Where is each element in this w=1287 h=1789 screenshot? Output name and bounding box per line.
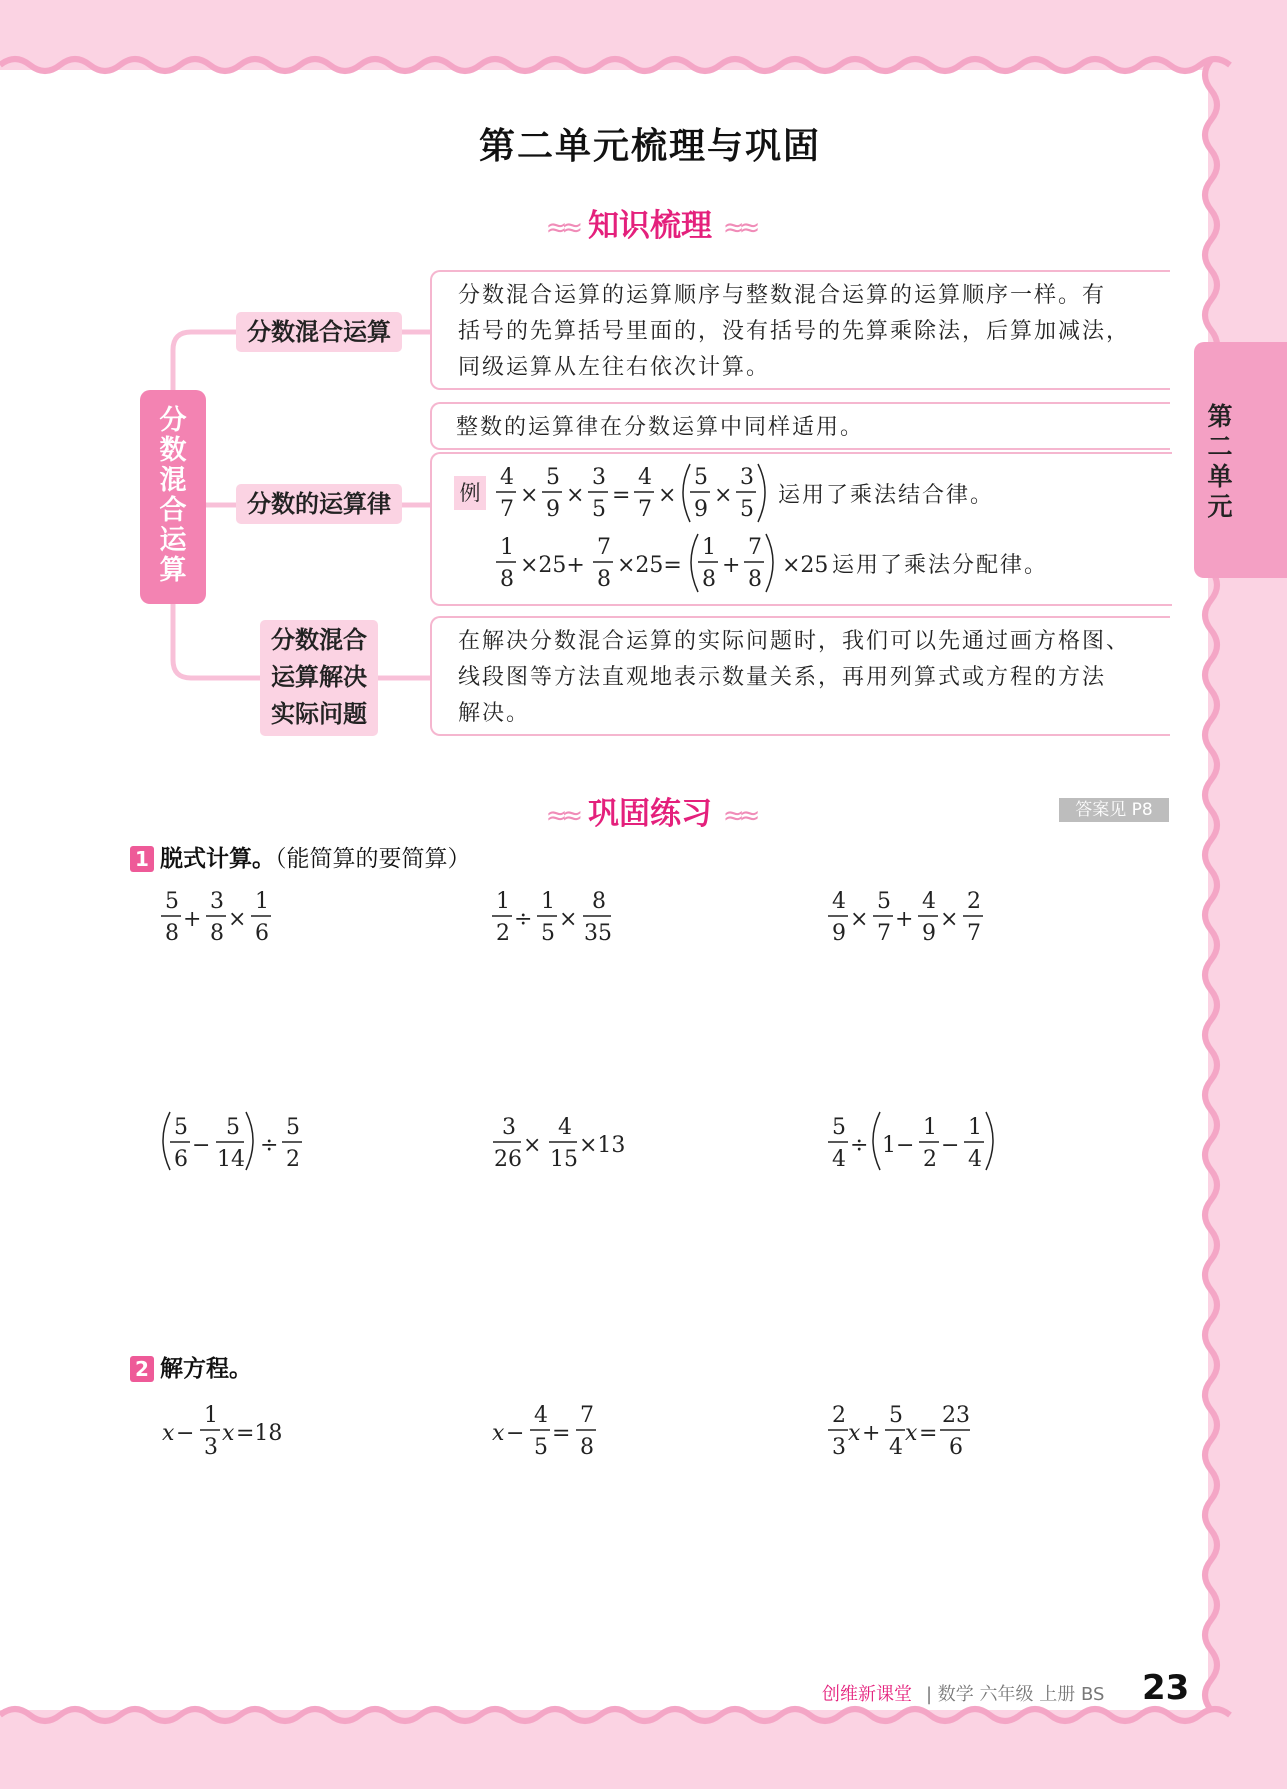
svg-text:×25=: ×25= [617, 553, 682, 578]
svg-text:4: 4 [500, 465, 514, 490]
svg-text:6: 6 [949, 1435, 963, 1460]
svg-text:7: 7 [748, 535, 762, 560]
branch-operation-laws: 分数的运算律 [236, 484, 402, 524]
svg-text:5: 5 [889, 1403, 903, 1428]
svg-text:1: 1 [923, 1115, 937, 1140]
svg-text:−: − [506, 1421, 525, 1446]
question-title: 解方程。 [160, 1356, 252, 1382]
svg-text:×: × [658, 483, 677, 508]
svg-text:2: 2 [286, 1147, 300, 1172]
svg-text:4: 4 [638, 465, 652, 490]
svg-text:x: x [162, 1421, 175, 1446]
page-footer [820, 1668, 1190, 1708]
svg-text:5: 5 [174, 1115, 188, 1140]
section-title-knowledge: 知识梳理 [588, 208, 712, 244]
svg-text:+: + [895, 907, 914, 932]
svg-text:4: 4 [534, 1403, 548, 1428]
section-title-practice: 巩固练习 [588, 796, 712, 832]
svg-text:4: 4 [832, 889, 846, 914]
svg-text:3: 3 [502, 1115, 516, 1140]
content-box-practical: 在解决分数混合运算的实际问题时，我们可以先通过画方格图、 线段图等方法直观地表示数量关系，再用列算式或方程的方法 解决。 [430, 616, 1170, 736]
svg-text:2: 2 [967, 889, 981, 914]
svg-text:x: x [848, 1421, 861, 1446]
svg-text:4: 4 [832, 1147, 846, 1172]
svg-text:1: 1 [204, 1403, 218, 1428]
problem-1-5 [493, 1115, 625, 1172]
svg-text:5: 5 [541, 921, 555, 946]
section-header-knowledge: ≈≈ 知识梳理 ≈≈ [545, 208, 755, 244]
svg-text:×: × [566, 483, 585, 508]
svg-text:7: 7 [597, 535, 611, 560]
question-title: 脱式计算。 [160, 846, 275, 872]
svg-text:4: 4 [889, 1435, 903, 1460]
svg-text:8: 8 [597, 567, 611, 592]
svg-text:5: 5 [877, 889, 891, 914]
page-title: 第二单元梳理与巩固 [478, 126, 821, 167]
svg-text:7: 7 [967, 921, 981, 946]
svg-text:4: 4 [922, 889, 936, 914]
svg-text:23: 23 [942, 1403, 970, 1428]
wave-deco-left: ≈ [545, 213, 562, 243]
content-box-order: 分数混合运算的运算顺序与整数混合运算的运算顺序一样。有 括号的先算括号里面的，没有括号的先算乘除法，后算加减法， 同级运算从左往右依次计算。 [430, 270, 1170, 390]
svg-text:×: × [714, 483, 733, 508]
mindmap-root [140, 390, 206, 604]
problem-1-1 [161, 889, 271, 946]
svg-text:−: − [176, 1421, 195, 1446]
footer-meta: | 数学 六年级 上册 BS [926, 1684, 1105, 1705]
svg-text:÷: ÷ [850, 1133, 869, 1158]
svg-text:8: 8 [592, 889, 606, 914]
page-number: 23 [1142, 1668, 1190, 1708]
svg-text:1: 1 [255, 889, 269, 914]
svg-text:5: 5 [534, 1435, 548, 1460]
svg-text:8: 8 [702, 567, 716, 592]
svg-text:3: 3 [740, 465, 754, 490]
mindmap-root-label: 分数混合运算 [159, 405, 187, 586]
svg-text:14: 14 [217, 1147, 245, 1172]
content-box-laws: 整数的运算律在分数运算中同样适用。 [430, 402, 1170, 450]
svg-text:×25: ×25 [782, 553, 829, 578]
svg-text:=18: =18 [236, 1421, 283, 1446]
svg-text:26: 26 [494, 1147, 522, 1172]
svg-text:9: 9 [546, 497, 560, 522]
question-1-problems [0, 880, 1200, 1180]
svg-text:×25+: ×25+ [520, 553, 585, 578]
wave-deco-right: ≈ [722, 213, 739, 243]
svg-text:5: 5 [165, 889, 179, 914]
svg-text:15: 15 [550, 1147, 578, 1172]
branch-practical-problems: 分数混合 运算解决 实际问题 [260, 620, 378, 736]
svg-text:6: 6 [255, 921, 269, 946]
svg-text:7: 7 [500, 497, 514, 522]
footer-brand: 创维新课堂 [822, 1684, 912, 1705]
svg-text:2: 2 [832, 1403, 846, 1428]
svg-text:×: × [559, 907, 578, 932]
svg-text:1: 1 [541, 889, 555, 914]
example-tag: 例 [454, 476, 486, 510]
svg-text:6: 6 [174, 1147, 188, 1172]
svg-text:9: 9 [922, 921, 936, 946]
svg-text:7: 7 [638, 497, 652, 522]
svg-text:7: 7 [580, 1403, 594, 1428]
svg-text:3: 3 [592, 465, 606, 490]
svg-text:÷: ÷ [514, 907, 533, 932]
svg-text:5: 5 [546, 465, 560, 490]
svg-text:3: 3 [210, 889, 224, 914]
svg-text:×: × [228, 907, 247, 932]
svg-text:×: × [850, 907, 869, 932]
svg-text:1: 1 [702, 535, 716, 560]
svg-text:−: − [192, 1133, 211, 1158]
svg-text:5: 5 [226, 1115, 240, 1140]
example2-note: 运用了乘法分配律。 [832, 553, 1049, 578]
question-2-problems [0, 1394, 1200, 1474]
svg-text:3: 3 [204, 1435, 218, 1460]
svg-text:7: 7 [877, 921, 891, 946]
question-number: 1 [130, 846, 154, 872]
svg-text:4: 4 [968, 1147, 982, 1172]
svg-text:−: − [941, 1133, 960, 1158]
svg-text:2: 2 [923, 1147, 937, 1172]
question-2-header [130, 1350, 252, 1383]
problem-2-3 [828, 1403, 970, 1460]
svg-text:×: × [523, 1133, 542, 1158]
problem-1-2 [492, 889, 612, 946]
svg-text:8: 8 [500, 567, 514, 592]
svg-text:÷: ÷ [260, 1133, 279, 1158]
svg-text:35: 35 [584, 921, 612, 946]
problem-1-6 [828, 1112, 993, 1172]
svg-text:1: 1 [500, 535, 514, 560]
svg-text:=: = [919, 1421, 938, 1446]
answer-reference-badge: 答案见 P8 [1059, 798, 1169, 822]
svg-text:4: 4 [558, 1115, 572, 1140]
svg-text:5: 5 [694, 465, 708, 490]
unit-side-tab-label: 第二单元 [1207, 402, 1233, 521]
problem-1-3 [828, 889, 983, 946]
question-note: （能简算的要简算） [275, 846, 471, 872]
svg-text:5: 5 [592, 497, 606, 522]
svg-text:8: 8 [165, 921, 179, 946]
problem-2-1 [162, 1403, 282, 1460]
svg-text:5: 5 [832, 1115, 846, 1140]
section-header-practice: ≈≈ 巩固练习 ≈≈ [545, 796, 755, 832]
svg-text:8: 8 [580, 1435, 594, 1460]
svg-text:5: 5 [286, 1115, 300, 1140]
svg-text:+: + [183, 907, 202, 932]
svg-text:8: 8 [210, 921, 224, 946]
svg-text:×: × [940, 907, 959, 932]
problem-2-2 [492, 1403, 596, 1460]
problem-1-4 [163, 1112, 302, 1172]
question-1-header [130, 840, 471, 873]
svg-text:x: x [222, 1421, 235, 1446]
svg-text:+: + [722, 553, 741, 578]
branch-mixed-operations: 分数混合运算 [236, 312, 402, 352]
svg-text:×13: ×13 [579, 1133, 626, 1158]
svg-text:9: 9 [832, 921, 846, 946]
svg-text:×: × [520, 483, 539, 508]
question-number: 2 [130, 1356, 154, 1382]
svg-text:x: x [492, 1421, 505, 1446]
svg-text:x: x [905, 1421, 918, 1446]
svg-text:1: 1 [496, 889, 510, 914]
svg-text:8: 8 [748, 567, 762, 592]
svg-text:5: 5 [740, 497, 754, 522]
svg-text:1: 1 [968, 1115, 982, 1140]
svg-text:2: 2 [496, 921, 510, 946]
svg-text:=: = [552, 1421, 571, 1446]
svg-text:9: 9 [694, 497, 708, 522]
svg-text:=: = [612, 483, 631, 508]
svg-text:3: 3 [832, 1435, 846, 1460]
svg-text:+: + [862, 1421, 881, 1446]
svg-text:1−: 1− [882, 1133, 915, 1158]
example1-note: 运用了乘法结合律。 [778, 483, 995, 508]
